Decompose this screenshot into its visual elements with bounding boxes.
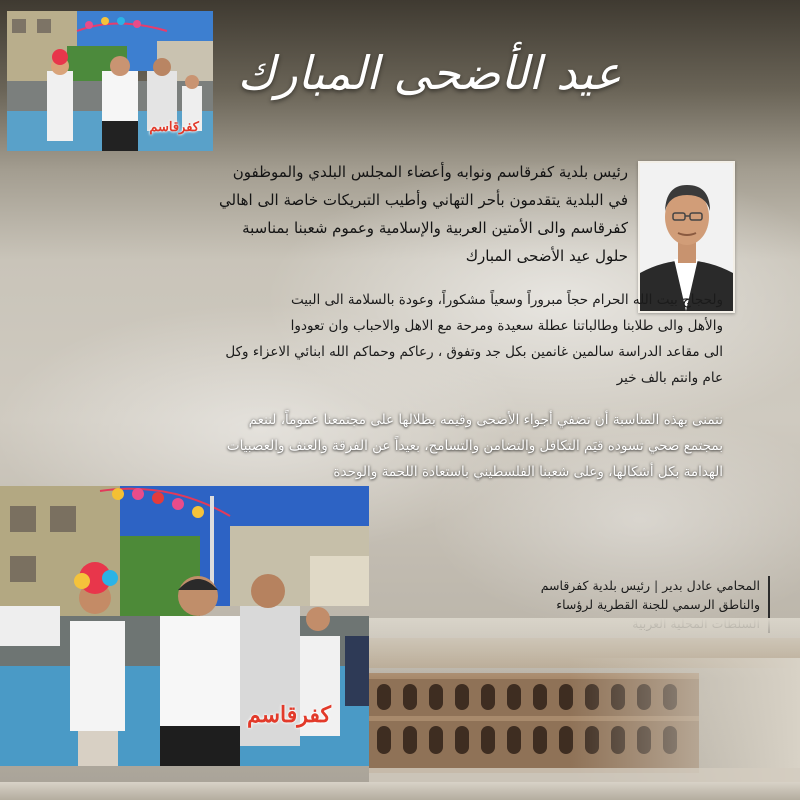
- paragraph-line: الى مقاعد الدراسة سالمين غانمين بكل جد وتفوق ، رعاكم وحماكم الله ابنائي الاعزاء وكل: [225, 344, 723, 360]
- paragraph-line: والأهل والى طلابنا وطالباتنا عطلة سعيدة ومرحة مع الاهل والاحباب وان تعودوا: [290, 318, 723, 334]
- greeting-line: رئيس بلدية كفرقاسم ونوابه وأعضاء المجلس البلدي والموظفون: [232, 163, 628, 181]
- greeting-line: في البلدية يتقدمون بأحر التهاني وأطيب التبريكات خاصة الى اهالي: [219, 191, 628, 209]
- wishes-paragraph: [80, 407, 723, 485]
- greeting-line: كفرقاسم والى الأمتين العربية والإسلامية وعموم شعبنا بمناسبة: [242, 219, 628, 237]
- signature-line-1: [470, 576, 760, 595]
- greeting-text: [219, 158, 628, 270]
- architecture-decoration: [369, 618, 800, 788]
- paragraph-line: نتمنى بهذه المناسبة أن تضفي أجواء الأضحى وقيمه بظلالها على مجتمعنا عموماً، لننعم: [248, 412, 723, 428]
- paragraph-line: عام وانتم بالف خير: [616, 370, 723, 386]
- pilgrims-paragraph: [80, 287, 723, 391]
- event-photo-large: [0, 486, 369, 766]
- headline-calligraphy: عيد الأضحى المبارك: [237, 45, 622, 100]
- paragraph-line: بمجتمع صحي تسوده قيَم التكافل والتضامن والتسامح، بعيداً عن الفرقة والعنف والعصبيات: [226, 438, 723, 454]
- event-photo-small: [7, 11, 213, 151]
- signature-separator: |: [654, 578, 659, 593]
- signature-line-2: والناطق الرسمي للجنة القطرية لرؤساء: [556, 597, 760, 612]
- signature-name: المحامي عادل بدير: [662, 578, 760, 593]
- bottom-band: [0, 782, 800, 800]
- watermark-logo-large: كفرقاسم: [246, 702, 331, 728]
- signature-title: رئيس بلدية كفرقاسم: [540, 578, 650, 593]
- paragraph-line: ولحجاج بيت الله الحرام حجاً مبروراً وسعياً مشكوراً، وعودة بالسلامة الى البيت: [290, 292, 723, 308]
- colosseum-image: [369, 618, 800, 788]
- headline: [237, 20, 622, 125]
- greeting-line: حلول عيد الأضحى المبارك: [465, 247, 628, 265]
- paragraph-line: الهدامة بكل أشكالها، وعلى شعبنا الفلسطيني باستعادة اللحمة والوحدة: [333, 464, 723, 480]
- watermark-logo: كفرقاسم: [149, 120, 199, 135]
